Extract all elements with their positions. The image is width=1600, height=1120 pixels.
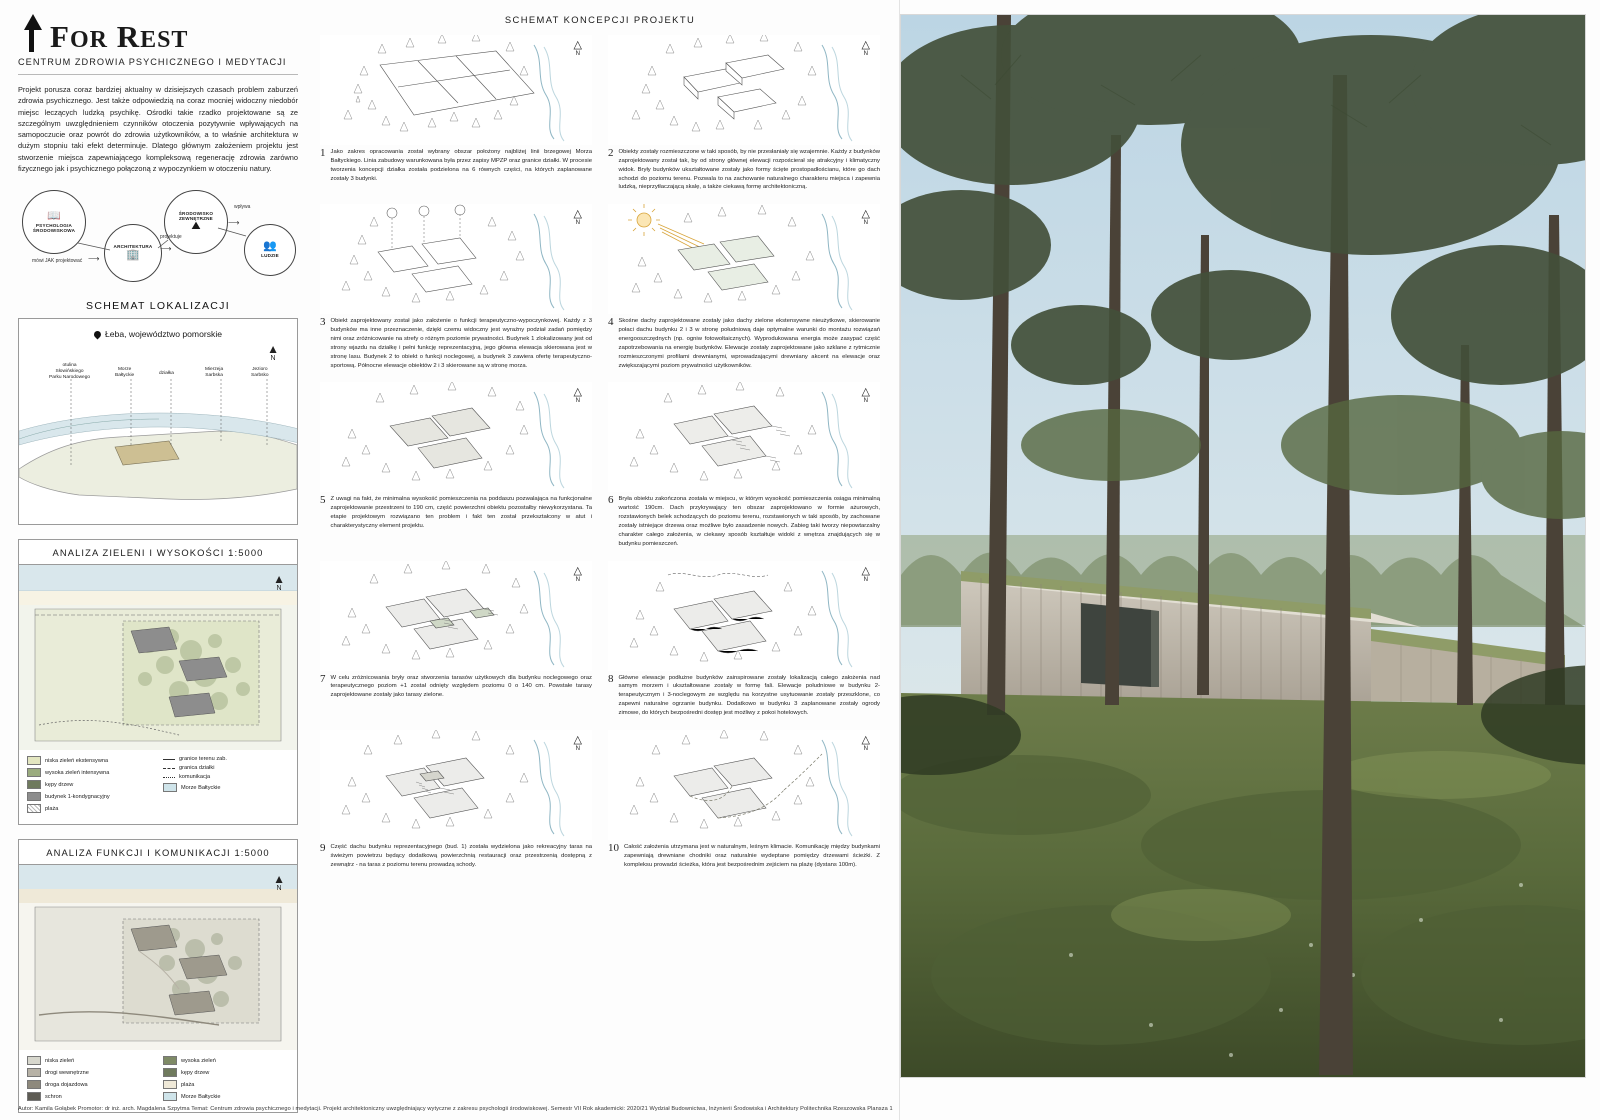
arrow-icon: ⟶ xyxy=(160,244,172,253)
scheme-step-number: 10 xyxy=(608,841,619,854)
legend-item: wysoka zieleń xyxy=(163,1056,289,1065)
scheme-step-text xyxy=(320,495,592,530)
compass-arrow-icon: ▲ xyxy=(267,342,279,356)
scheme-step-number: 1 xyxy=(320,147,326,159)
landscape-icon: ⛰ xyxy=(191,220,201,233)
compass-rose: △ N xyxy=(573,564,582,583)
logo-subtitle: CENTRUM ZDROWIA PSYCHICZNEGO I MEDYTACJI xyxy=(18,57,287,67)
compass-arrow-icon: △ xyxy=(573,39,582,51)
scheme-step-text xyxy=(320,674,592,701)
diagram-svg xyxy=(320,204,592,314)
scheme-step xyxy=(320,204,592,378)
scheme-step-diagram xyxy=(608,35,880,145)
concept-node-srodowisko xyxy=(164,190,228,254)
compass-rose: △ N xyxy=(573,733,582,752)
scheme-step-diagram xyxy=(320,382,592,492)
scheme-step-number: 8 xyxy=(608,672,614,685)
legend-item: niska zieleń ekstensywna xyxy=(27,756,153,765)
diagram-svg xyxy=(608,730,880,840)
location-section-title: SCHEMAT LOKALIZACJI xyxy=(86,300,230,312)
legend-item: plaża xyxy=(163,1080,289,1089)
concept-node-architektura xyxy=(104,224,162,282)
scheme-step-text xyxy=(608,148,880,192)
legend-swatch xyxy=(27,1068,41,1077)
scheme-step-diagram xyxy=(608,204,880,314)
green-analysis-graphic xyxy=(19,565,297,750)
legend-swatch xyxy=(27,756,41,765)
legend-item: kępy drzew xyxy=(163,1068,289,1077)
left-column xyxy=(18,14,298,1100)
concept-diagram xyxy=(18,188,298,288)
legend-swatch xyxy=(27,804,41,813)
concept-caption-middle: projektuje xyxy=(160,234,182,240)
legend-item: komunikacja xyxy=(163,774,289,780)
scheme-step-body: Jako zakres opracowania został wybrany obszar położony najbliżej linii brzegowej Morza Bałtyckiego. Linia zabudowy warunkowana była przez zapisy MPZP oraz granice działki. W procesie tworzenia koncepcji działka została podzielona na 6 równych części, na których zaplanowane zostały 3 budynki. xyxy=(330,149,592,182)
compass-rose: △ N xyxy=(573,208,582,227)
scheme-step-number: 2 xyxy=(608,147,614,159)
legend-swatch xyxy=(163,1080,177,1089)
location-caption: Łeba, województwo pomorskie xyxy=(94,329,222,339)
scheme-step-diagram xyxy=(320,730,592,840)
scheme-step-body: Główne elewacje podłużne budynków zainspirowane zostały lokalizacją całego założenia nad samym morzem i ukształtowane zostały w formę fali. Elewacje południowe w budynku 2-terapeutycznym i 3-noclegowym ze względu na korzystne usytuowanie zostały przeszklone, co zapewni naturalne ogrzanie budynku. Dodatkowo w budynku 3 zaplanowane zostały ogrody zimowe, do których bezpośredni dostęp jest możliwy z pokoi hotelowych. xyxy=(618,674,880,717)
legend-item: kępy drzew xyxy=(27,780,153,789)
scheme-step-text xyxy=(608,843,880,870)
location-label: Mierzeja Sarbska xyxy=(205,367,224,378)
compass-arrow-icon: ▲ xyxy=(273,872,285,886)
scheme-step-body: Część dachu budynku reprezentacyjnego (bud. 1) została wydzielona jako rekreacyjny taras na świeżym powietrzu będący dodatkową powierzchnią restauracji oraz przestrzenią dostępną z zewnątrz - na taras z poziomu terenu prowadzą schody. xyxy=(330,843,592,868)
legend-item: plaża xyxy=(27,804,153,813)
scheme-step-number: 3 xyxy=(320,316,326,329)
scheme-step xyxy=(320,35,592,200)
logo-title: FOR REST xyxy=(50,19,189,55)
tree-logo-icon xyxy=(18,14,44,52)
book-icon: 📖 xyxy=(47,209,61,222)
scheme-step-diagram xyxy=(608,730,880,840)
legend-swatch xyxy=(27,1080,41,1089)
scheme-step-body: Obiekt zaprojektowany został jako założenie o funkcji terapeutyczno-wypoczynkowej. Każdy z 3 budynków ma inne przeznaczenie, dzięki czemu widoczny jest wyraźny podział zadań pomiędzy nimi oraz zróżnicowanie na strefy o różnym poziomie prywatności. Budynek 1 zlokalizowany jest od strony wjazdu na działkę i pełni funkcję reprezentacyjną, jego główna elewacja skierowana jest w stronę lasu. Budynek 2 to obiekt o funkcji noclegowej, a budynek 3 zawiera ofertę terapeutyczno-sportową. Północne elewacje obiektów 2 i 3 skierowane są w stronę morza. xyxy=(330,318,592,369)
legend-swatch xyxy=(163,1068,177,1077)
diagram-svg xyxy=(608,35,880,145)
scheme-step-body: Bryła obiektu zakończona została w miejscu, w którym wysokość pomieszczenia osiąga minimalną wartość 190cm. Dach przykrywający ten obszar zaprojektowano w formie ażurowych, rozstawionych belek schodzących do poziomu terenu, rozstawionych w taki sposób, by zachowane zostały istniejące drzewa oraz możliwe było zasadzenie nowych. Zabieg taki tworzy niepowtarzalny charakter całego założenia, w ciekawy sposób kształtuje widoki z wnętrza znajdujących się w budynku pomieszczeń. xyxy=(618,496,880,547)
compass-arrow-icon: △ xyxy=(861,733,870,746)
scheme-step-diagram xyxy=(320,35,592,145)
scheme-step xyxy=(320,730,592,878)
location-label: otulina Słowińskiego Parku Narodowego xyxy=(49,363,91,380)
scheme-step-text xyxy=(608,317,880,370)
legend-swatch xyxy=(163,1092,177,1101)
scheme-step-diagram xyxy=(608,561,880,671)
legend-swatch xyxy=(163,783,177,792)
compass-arrow-icon: △ xyxy=(861,564,870,577)
scheme-steps-grid xyxy=(320,35,880,877)
diagram-svg xyxy=(320,730,592,840)
scheme-step-body: Obiekty zostały rozmieszczone w taki sposób, by nie przesłaniały się wzajemnie. Każdy z budynków zaprojektowany został tak, by od strony głównej elewacji rozpościerał się atrakcyjny i klimatyczny widok. Bryły budynków ukształtowane zostały jako formy ścięte prostopadłościanu, które go dach schodzi do poziomu terenu. Pozwala to na zachowanie naturalnego charakteru miejsca i zapewnia ludzką, nieprzytłaczającą skalę, a także ciekawą formę architektoniczną. xyxy=(618,149,880,191)
compass-rose: △ N xyxy=(861,208,870,227)
scheme-step xyxy=(608,204,880,378)
function-analysis-panel xyxy=(18,839,298,1113)
compass-rose: △ N xyxy=(861,733,870,752)
legend-swatch xyxy=(163,777,175,778)
legend-item: wysoka zieleń intensywna xyxy=(27,768,153,777)
compass-rose: △ N xyxy=(861,39,870,57)
diagram-svg xyxy=(320,561,592,671)
compass-arrow-icon: △ xyxy=(861,386,870,399)
compass-arrow-icon: △ xyxy=(573,386,582,399)
function-analysis-title: ANALIZA FUNKCJI I KOMUNIKACJI 1:5000 xyxy=(19,840,297,865)
arrow-icon: ⟶ xyxy=(88,254,100,263)
green-analysis-legend xyxy=(19,750,297,824)
function-analysis-graphic xyxy=(19,865,297,1050)
intro-paragraph: Projekt porusza coraz bardziej aktualny w dzisiejszych czasach problem zaburzeń zdrowia psychicznego. Jest także odpowiedzią na coraz mocniej widoczny niedobór miejsc leczących ludzką psychikę. Ośrodki takie rzadko projektowane są ze szczególnym uwzględnieniem czynników otoczenia pozytywnie wpływających na samopoczucie oraz powrót do zdrowia użytkowników, a to właśnie architektura w dużym stopniu taki efekt determinuje. Dlatego głównym założeniem projektu jest stworzenie miejsca zapewniającego kompleksową regenerację zdrowia zarówno fizycznego jak i psychicznego połączoną z wypoczynkiem w otoczeniu natury. xyxy=(18,85,298,173)
people-icon: 👥 xyxy=(263,240,277,253)
scheme-step xyxy=(608,561,880,726)
diagram-svg xyxy=(320,382,592,492)
scheme-title: SCHEMAT KONCEPCJI PROJEKTU xyxy=(504,14,696,25)
diagram-svg xyxy=(608,204,880,314)
location-map xyxy=(19,319,297,524)
render-graphic xyxy=(901,15,1585,1077)
legend-item: schron xyxy=(27,1092,153,1101)
location-map-graphic xyxy=(19,319,297,524)
arrow-icon: ⟶ xyxy=(228,218,240,227)
legend-item: niska zieleń xyxy=(27,1056,153,1065)
legend-item: Morze Bałtyckie xyxy=(163,783,289,792)
green-analysis-title: ANALIZA ZIELENI I WYSOKOŚCI 1:5000 xyxy=(19,540,297,565)
legend-item: granice terenu zab. xyxy=(163,756,289,762)
legend-swatch xyxy=(27,1092,41,1101)
scheme-step-text xyxy=(320,317,592,370)
compass-rose: ▲ N xyxy=(273,872,285,892)
footer-credits: Autor: Kamila Gołąbek Promotor: dr inż. arch. Magdalena Szpytma Temat: Centrum zdrowia psychicznego i medytacji. Projekt architektoniczny uwzględniający wytyczne z zakresu psychologii środowiskowej. Semestr VII Rok akademicki: 2020/21 Wydział Budownictwa, Inżynierii Środowiska i Architektury Politechnika Rzeszowska Plansza 1 xyxy=(18,1106,893,1112)
concept-caption-right: wpływa xyxy=(234,204,251,210)
compass-arrow-icon: ▲ xyxy=(273,572,285,586)
concept-node-label: LUDZIE xyxy=(261,253,279,259)
legend-swatch xyxy=(163,1056,177,1065)
legend-item: budynek 1-kondygnacyjny xyxy=(27,792,153,801)
scheme-step-body: Skośne dachy zaprojektowane zostały jako dachy zielone ekstensywne nieużytkowe, skierowanie połaci dachu budynku 2 i 3 w stronę południową daje optymalne warunki do montażu rozwiązań energooszczędnych (np. ogniw fotowoltaicznych). Wyprodukowana energia może zasypać część zapotrzebowania na energię budynków. Elewacje zostały zaprojektowane jako szklane z rytmicznie rozmieszczonymi profilami drewnianymi, wprowadzającymi drewniany akcent na elewacje oraz zwiększającymi poziom prywatności użytkowników. xyxy=(618,318,880,369)
concept-caption-left: mówi JAK projektować xyxy=(32,258,83,264)
scheme-step xyxy=(320,382,592,556)
concept-node-ludzie xyxy=(244,224,296,276)
concept-node-psychologia xyxy=(22,190,86,254)
diagram-svg xyxy=(320,35,592,145)
scheme-step-text xyxy=(320,843,592,870)
scheme-column xyxy=(320,14,880,877)
legend-swatch xyxy=(27,780,41,789)
legend-swatch xyxy=(27,792,41,801)
legend-swatch xyxy=(163,768,175,769)
scheme-step-text xyxy=(608,674,880,718)
compass-rose: △ N xyxy=(861,386,870,405)
scheme-step-body: W celu zróżnicowania bryły oraz stworzenia tarasów użytkowych dla budynku noclegowego oraz terapeutycznego poziom +1 został odnięty względem poziomu 0 o 140 cm. Powstałe tarasy zaprojektowane zostały jako tarasy zielone. xyxy=(330,674,592,699)
architectural-render xyxy=(900,14,1586,1078)
divider xyxy=(18,74,298,75)
scheme-step-text xyxy=(320,148,592,183)
diagram-svg xyxy=(608,382,880,492)
green-analysis-map xyxy=(19,565,297,750)
scheme-step-diagram xyxy=(608,382,880,492)
location-label: Jezioro Sarbsko xyxy=(251,367,269,378)
scheme-step xyxy=(608,382,880,556)
legend-item: granica działki xyxy=(163,765,289,771)
legend-swatch xyxy=(27,1056,41,1065)
compass-arrow-icon: △ xyxy=(573,564,582,577)
green-analysis-panel xyxy=(18,539,298,825)
building-icon: 🏢 xyxy=(126,248,140,261)
concept-node-label: ARCHITEKTURA xyxy=(113,244,153,250)
compass-rose: △ N xyxy=(573,39,582,57)
scheme-step-number: 6 xyxy=(608,494,614,507)
scheme-step xyxy=(320,561,592,726)
compass-rose: △ N xyxy=(861,564,870,583)
logo xyxy=(18,14,298,55)
scheme-step xyxy=(608,730,880,878)
function-analysis-legend xyxy=(19,1050,297,1112)
location-label: działka xyxy=(159,371,174,376)
compass-rose: △ N xyxy=(573,386,582,405)
scheme-step-diagram xyxy=(320,204,592,314)
location-label: Morze Bałtyckie xyxy=(115,367,135,378)
legend-item: Morze Bałtyckie xyxy=(163,1092,289,1101)
scheme-step-body: Z uwagi na fakt, że minimalna wysokość pomieszczenia na poddaszu pozwalająca na funkcjonalne zaprojektowanie przestrzeni to 190 cm, część powierzchni obiektu pozostałby niewykorzystana. Ta etapie projektowym rozwiązano ten problem i fakt ten został przekształcony w atut i charakterystyczny element projektu. xyxy=(330,496,592,530)
scheme-step xyxy=(608,35,880,200)
legend-item: drogi wewnętrzne xyxy=(27,1068,153,1077)
compass-arrow-icon: △ xyxy=(861,39,870,51)
scheme-step-number: 4 xyxy=(608,316,614,329)
compass-arrow-icon: △ xyxy=(861,208,870,221)
scheme-step-number: 9 xyxy=(320,841,326,854)
scheme-step-diagram xyxy=(320,561,592,671)
location-panel xyxy=(18,318,298,525)
scheme-step-text xyxy=(608,495,880,548)
function-analysis-map xyxy=(19,865,297,1050)
concept-node-label: ŚRODOWISKO ZEWNĘTRZNE xyxy=(178,210,214,221)
compass-arrow-icon: △ xyxy=(573,733,582,746)
legend-item: droga dojazdowa xyxy=(27,1080,153,1089)
legend-swatch xyxy=(27,768,41,777)
diagram-svg xyxy=(608,561,880,671)
compass-arrow-icon: △ xyxy=(573,208,582,221)
compass-rose: ▲ N xyxy=(273,572,285,592)
concept-node-label: PSYCHOLOGIA ŚRODOWISKOWA xyxy=(32,222,76,233)
compass-rose: ▲ N xyxy=(267,342,279,362)
legend-swatch xyxy=(163,759,175,760)
scheme-step-body: Całość założenia utrzymana jest w naturalnym, leśnym klimacie. Komunikację między budynkami zapewniają drewniane chodniki oraz naturalnie wydeptane pomiędzy drzewami ścieżki. Z kompleksu prowadzi ścieżka, która jest bezpośrednim zejściem na plażę (dystans 100m). xyxy=(624,843,880,868)
scheme-step-number: 7 xyxy=(320,672,326,685)
scheme-step-number: 5 xyxy=(320,494,326,507)
